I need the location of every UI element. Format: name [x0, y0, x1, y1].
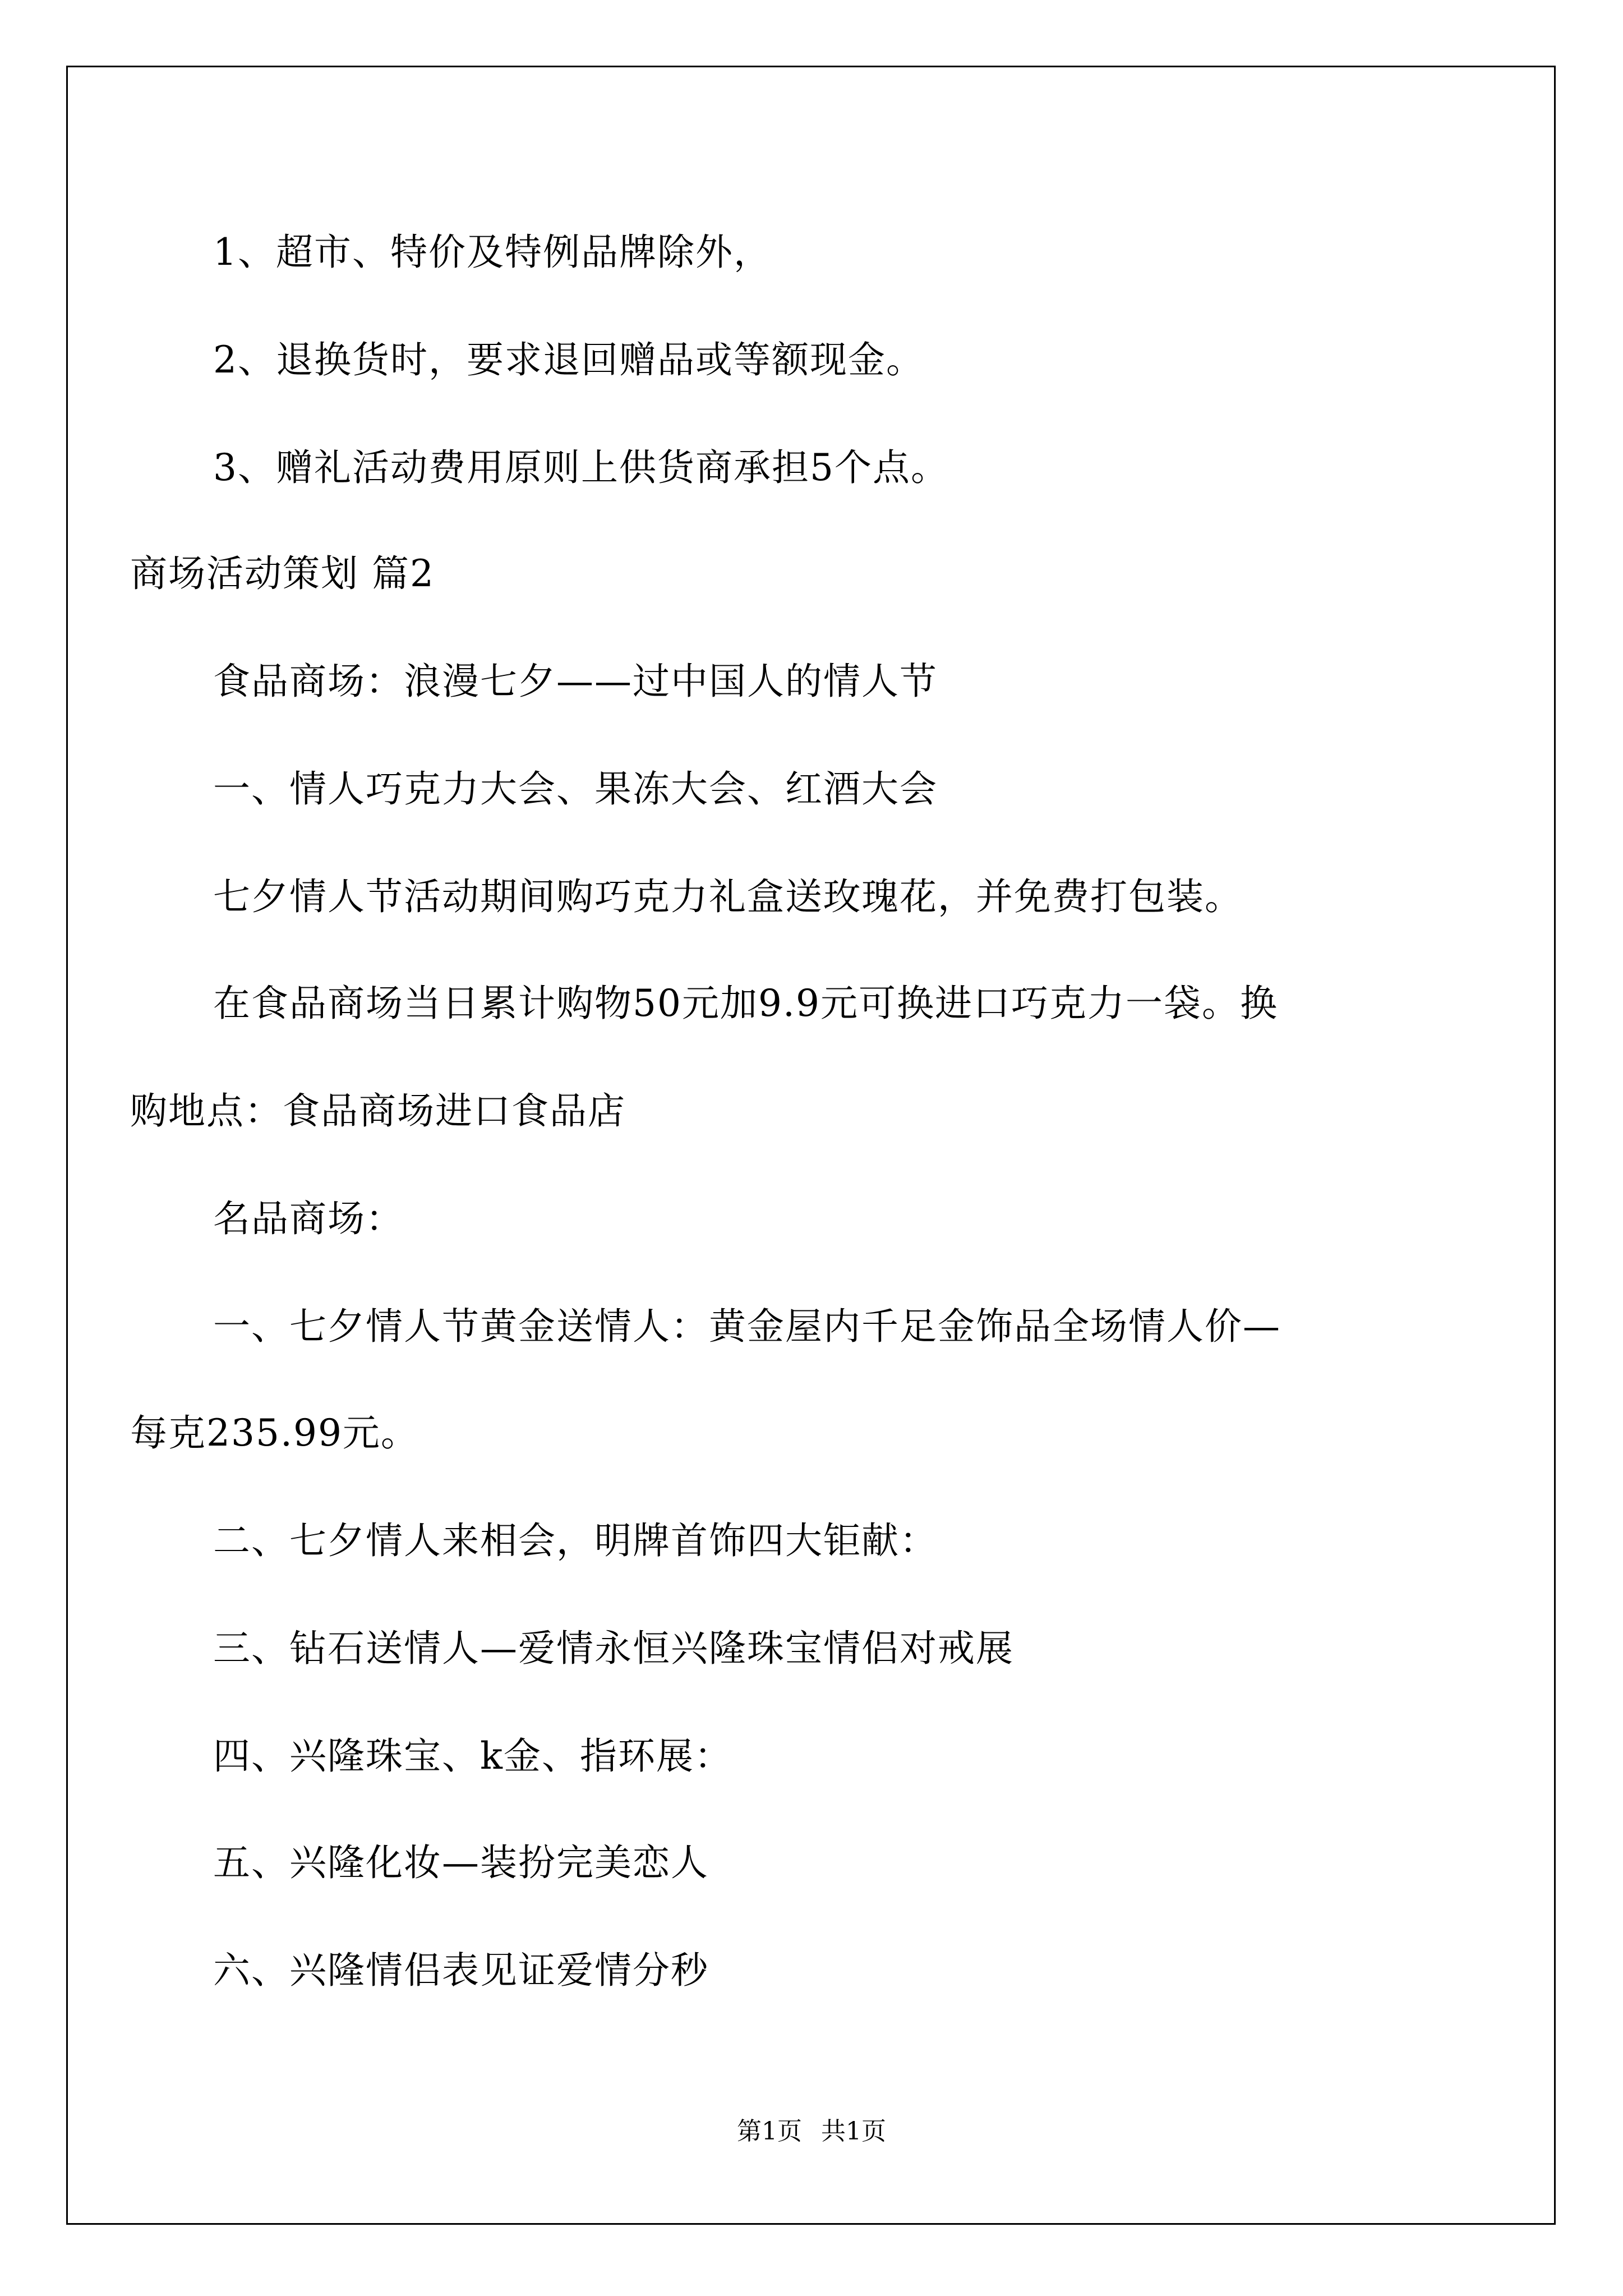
paragraph: 三、钻石送情人—爱情永恒兴隆珠宝情侣对戒展	[213, 1627, 1014, 1670]
paragraph: 四、兴隆珠宝、k金、指环展：	[213, 1734, 732, 1778]
paragraph: 七夕情人节活动期间购巧克力礼盒送玫瑰花，并免费打包装。	[213, 875, 1243, 918]
paragraph-continuation: 每克235.99元。	[130, 1411, 419, 1455]
page-number: 第1页	[737, 2117, 802, 2146]
paragraph: 一、情人巧克力大会、果冻大会、红酒大会	[213, 767, 938, 811]
section-heading: 商场活动策划 篇2	[130, 552, 435, 595]
paragraph: 名品商场：	[213, 1197, 404, 1240]
page-footer	[0, 2116, 1623, 2147]
page-total: 共1页	[821, 2117, 886, 2146]
paragraph: 在食品商场当日累计购物50元加9.9元可换进口巧克力一袋。换	[213, 982, 1278, 1025]
list-item: 3、赠礼活动费用原则上供货商承担5个点。	[213, 446, 949, 489]
paragraph: 二、七夕情人来相会，明牌首饰四大钜献：	[213, 1519, 938, 1562]
paragraph: 六、兴隆情侣表见证爱情分秒	[213, 1949, 709, 1992]
list-item: 1、超市、特价及特例品牌除外，	[213, 231, 772, 274]
paragraph: 食品商场：浪漫七夕——过中国人的情人节	[213, 660, 938, 703]
page-border	[66, 66, 1556, 2225]
paragraph: 五、兴隆化妆—装扮完美恋人	[213, 1841, 709, 1884]
paragraph-continuation: 购地点：食品商场进口食品店	[130, 1089, 626, 1133]
paragraph: 一、七夕情人节黄金送情人：黄金屋内千足金饰品全场情人价—	[213, 1305, 1281, 1348]
list-item: 2、退换货时，要求退回赠品或等额现金。	[213, 338, 924, 381]
